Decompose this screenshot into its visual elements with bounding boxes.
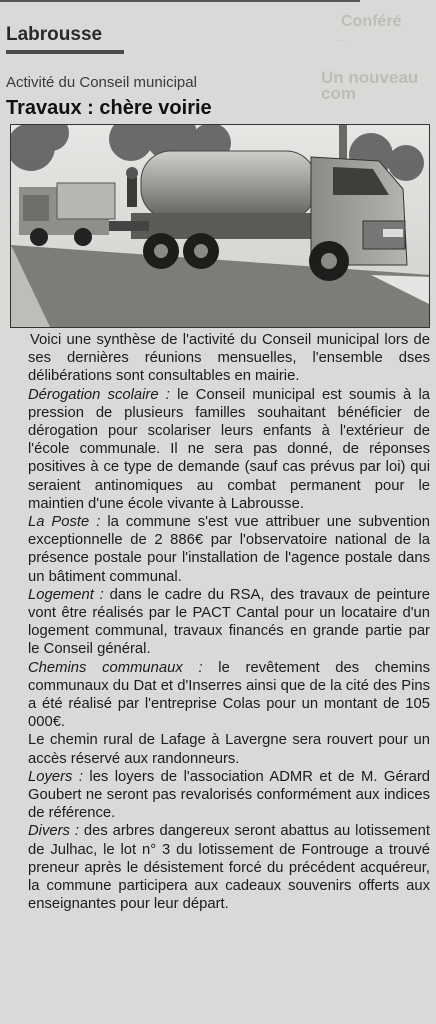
kicker: Activité du Conseil municipal	[6, 74, 197, 91]
paragraph-la-poste	[28, 513, 430, 586]
paragraph-divers	[28, 822, 430, 913]
section-title: Labrousse	[6, 24, 103, 45]
paragraph-chemin-rural	[28, 731, 430, 767]
ghost-line-3: Un nouveau com	[321, 68, 419, 103]
paragraph-lead: La Poste :	[28, 514, 101, 531]
paragraph-text: des arbres dangereux seront abattus au lotissement de Julhac, le lot n° 3 du lotissement de Fontrouge a trouvé preneur après le désistement forcé du précédent acquéreur, la commune participera aux cadeaux souvenirs offerts aux enseignantes pour leur départ.	[28, 823, 430, 913]
paragraph-lead: Logement :	[28, 586, 104, 603]
section-underline	[6, 50, 124, 54]
top-rule	[0, 0, 360, 2]
paragraph-chemins	[28, 659, 430, 732]
bleed-through-text	[321, 14, 436, 114]
paragraph-derogation	[28, 386, 430, 513]
article-body	[28, 331, 430, 914]
ghost-line-2: …	[337, 33, 346, 43]
paragraph-text: dans le cadre du RSA, des travaux de peinture vont être réalisés par le PACT Cantal pour un locataire d'un logement communal, travaux financés en grande partie par le Conseil général.	[28, 586, 430, 658]
ghost-line-1: Conféré	[341, 14, 402, 30]
paragraph-text: Voici une synthèse de l'activité du Conseil municipal lors de ses dernières réunions mensuelles, l'ensemble dses délibérations sont consultables en mairie.	[28, 332, 430, 385]
paragraph-text: Le chemin rural de Lafage à Lavergne sera rouvert pour un accès réservé aux randonneurs.	[28, 732, 430, 767]
paragraph-lead: Chemins communaux :	[28, 659, 203, 676]
paragraph-lead: Divers :	[28, 823, 79, 840]
paragraph-text: le Conseil municipal est soumis à la pression de plusieurs familles souhaitant bénéficier de dérogation pour scolariser leurs enfants à l'extérieur de l'école communale. Il ne sera pas donné, de réponses positives à ce type de demande (sauf cas prévus par loi) qui seraient antinomiques au combat permanent pour le maintien d'une école vivante à Labrousse.	[28, 386, 430, 512]
headline: Travaux : chère voirie	[6, 97, 212, 119]
article-photo	[10, 124, 430, 328]
tanker-truck-illustration	[11, 125, 430, 328]
paragraph-text: la commune s'est vue attribuer une subvention exceptionnelle de 2 886€ par l'observatoire national de la présence postale pour l'installation de l'agence postale dans un bâtiment communal.	[28, 514, 430, 585]
paragraph-text: les loyers de l'association ADMR et de M. Gérard Goubert ne seront pas revalorisés conformément aux indices de référence.	[28, 768, 430, 822]
paragraph-loyers	[28, 768, 430, 823]
paragraph-logement	[28, 586, 430, 659]
paragraph-lead: Loyers :	[28, 768, 83, 785]
paragraph-intro	[28, 331, 430, 386]
paragraph-lead: Dérogation scolaire :	[28, 386, 170, 403]
paragraph-text: le revêtement des chemins communaux du Dat et d'Inserres ainsi que de la cité des Pins a été réalisé par l'entreprise Colas pour un montant de 105 000€.	[28, 659, 430, 731]
